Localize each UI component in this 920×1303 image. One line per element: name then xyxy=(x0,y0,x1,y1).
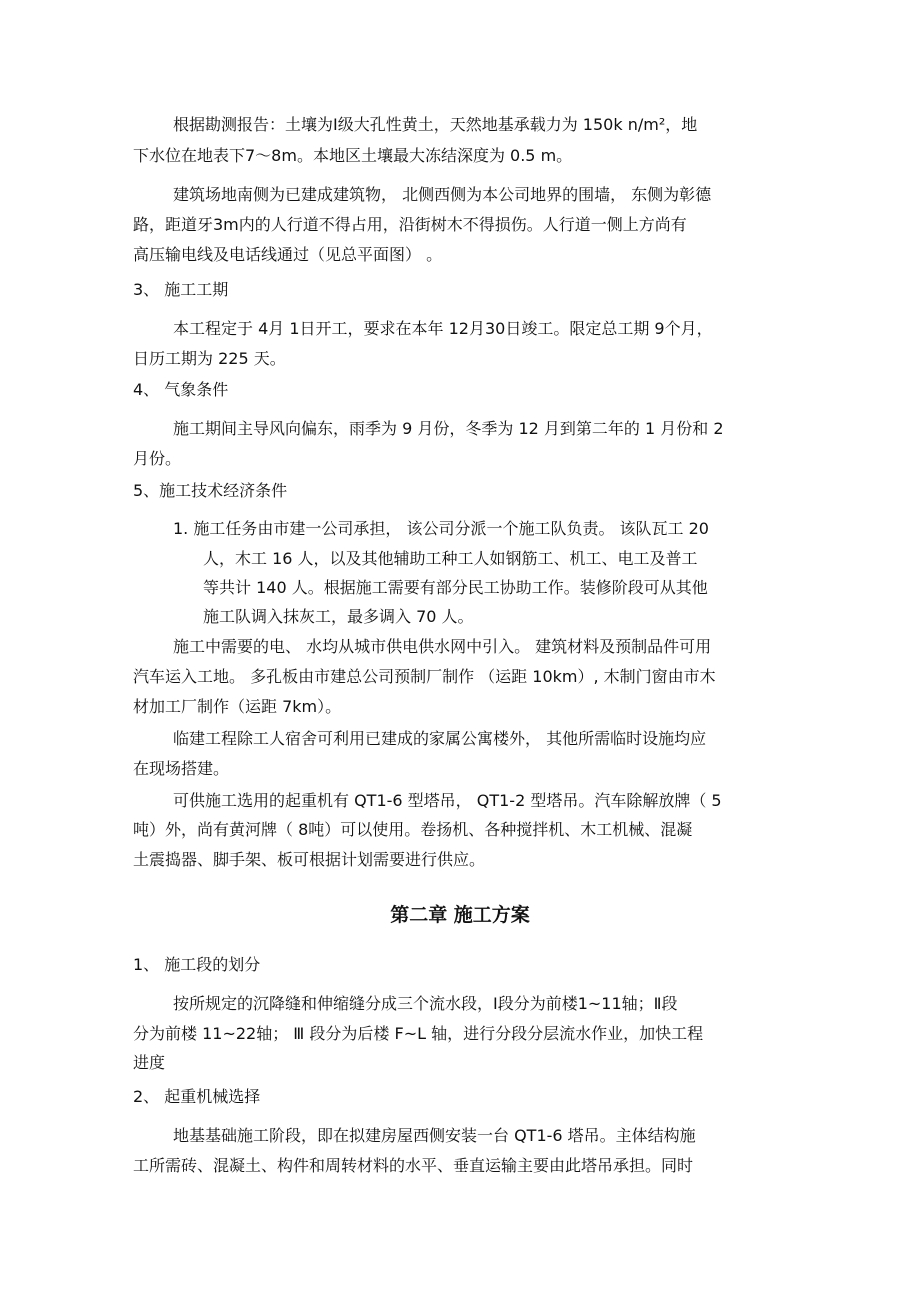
text-line: 可供施工选用的起重机有 QT1-6 型塔吊， QT1-2 型塔吊。汽车除解放牌（ 5 xyxy=(173,791,722,810)
list-item-line: 等共计 140 人。根据施工需要有部分民工协助工作。装修阶段可从其他 xyxy=(203,578,708,597)
section-heading: 3、 施工工期 xyxy=(133,280,229,299)
list-item-line: 人，木工 16 人，以及其他辅助工种工人如钢筋工、机工、电工及普工 xyxy=(203,549,698,568)
list-item-line: 施工队调入抹灰工，最多调入 70 人。 xyxy=(203,607,474,626)
chapter-title: 第二章 施工方案 xyxy=(390,904,530,926)
text-line: 分为前楼 11~22轴； Ⅲ 段分为后楼 F~L 轴，进行分段分层流水作业，加快工程 xyxy=(133,1024,704,1043)
text-line: 建筑场地南侧为已建成建筑物， 北侧西侧为本公司地界的围墙， 东侧为彰德 xyxy=(173,185,712,204)
text-line: 临建工程除工人宿舍可利用已建成的家属公寓楼外， 其他所需临时设施均应 xyxy=(173,729,707,748)
text-line: 施工中需要的电、 水均从城市供电供水网中引入。 建筑材料及预制品件可用 xyxy=(173,637,712,656)
text-line: 下水位在地表下7～8m。本地区土壤最大冻结深度为 0.5 m。 xyxy=(133,146,573,165)
text-line: 按所规定的沉降缝和伸缩缝分成三个流水段，Ⅰ段分为前楼1~11轴；Ⅱ段 xyxy=(173,994,678,1013)
section-heading: 4、 气象条件 xyxy=(133,380,229,399)
text-line: 地基基础施工阶段，即在拟建房屋西侧安装一台 QT1-6 塔吊。主体结构施 xyxy=(173,1126,696,1145)
text-line: 本工程定于 4月 1日开工，要求在本年 12月30日竣工。限定总工期 9个月， xyxy=(173,319,713,338)
section-heading: 1、 施工段的划分 xyxy=(133,955,261,974)
text-line: 工所需砖、混凝土、构件和周转材料的水平、垂直运输主要由此塔吊承担。同时 xyxy=(133,1156,694,1175)
text-line: 土震捣器、脚手架、板可根据计划需要进行供应。 xyxy=(133,850,486,869)
list-item-line: 1. 施工任务由市建一公司承担， 该公司分派一个施工队负责。 该队瓦工 20 xyxy=(173,519,709,538)
text-line: 吨）外，尚有黄河牌（ 8吨）可以使用。卷扬机、各种搅拌机、木工机械、混凝 xyxy=(133,820,693,839)
text-line: 汽车运入工地。 多孔板由市建总公司预制厂制作 （运距 10km）, 木制门窗由市木 xyxy=(133,667,716,686)
text-line: 根据勘测报告：土壤为Ⅰ级大孔性黄土，天然地基承载力为 150k n/m²，地 xyxy=(173,115,698,134)
text-line: 路，距道牙3m内的人行道不得占用，沿街树木不得损伤。人行道一侧上方尚有 xyxy=(133,215,687,234)
text-line: 材加工厂制作（运距 7km）。 xyxy=(133,697,342,716)
section-heading: 2、 起重机械选择 xyxy=(133,1087,261,1106)
text-line: 在现场搭建。 xyxy=(133,759,230,778)
text-line: 月份。 xyxy=(133,449,182,468)
text-line: 高压输电线及电话线通过（见总平面图） 。 xyxy=(133,245,443,264)
text-line: 进度 xyxy=(133,1053,166,1072)
text-line: 日历工期为 225 天。 xyxy=(133,349,286,368)
section-heading: 5、施工技术经济条件 xyxy=(133,481,288,500)
text-line: 施工期间主导风向偏东，雨季为 9 月份，冬季为 12 月到第二年的 1 月份和 2 xyxy=(173,419,724,438)
